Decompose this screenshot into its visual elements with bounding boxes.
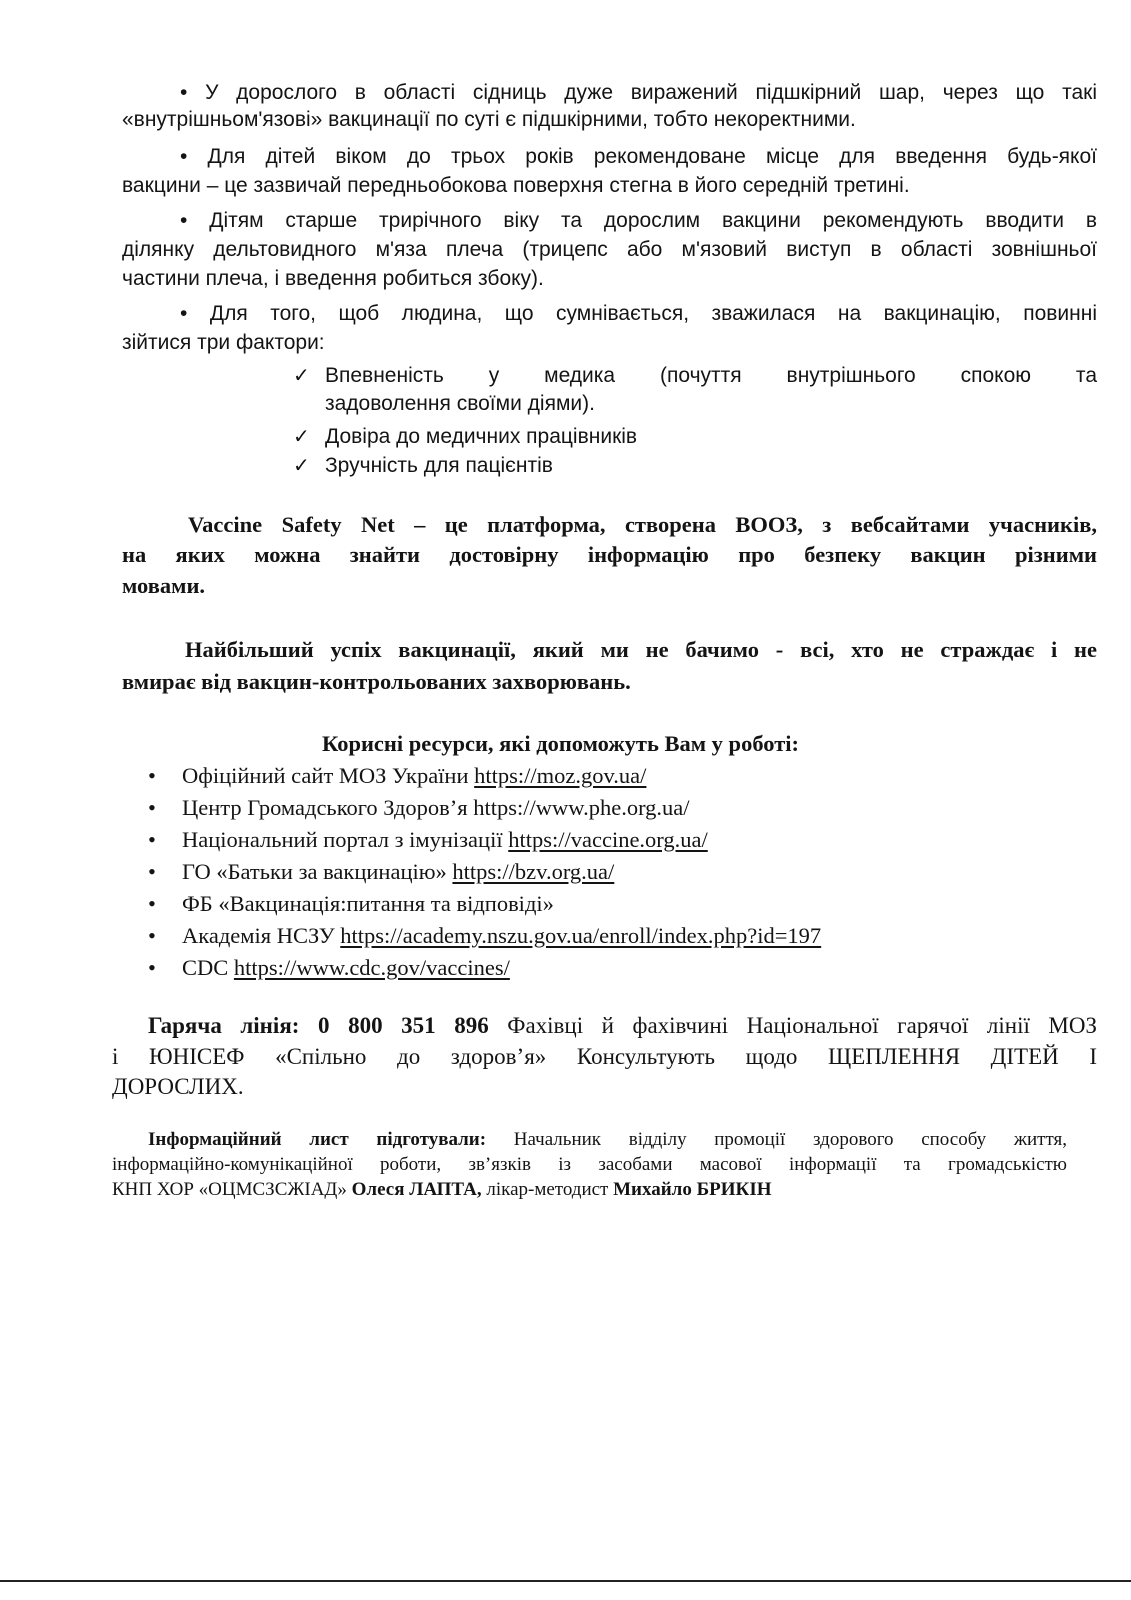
vaccine-safety-line1: Vaccine Safety Net – це платформа, створена ВООЗ, з вебсайтами учасників, <box>188 512 1097 537</box>
credits-line1: Інформаційний лист підготували: Начальник відділу промоції здорового способу життя, <box>148 1129 1068 1150</box>
hotline-label: Гаряча лінія: <box>148 1013 300 1038</box>
link-phe[interactable]: https://www.phe.org.ua/ <box>473 795 690 820</box>
resource-item-cdc: • CDC https://www.cdc.gov/vaccines/ <box>148 955 510 980</box>
resource-item-phe: • Центр Громадського Здоров’я https://www.phe.org.ua/ <box>148 795 690 820</box>
author-name: Михайло БРИКІН <box>613 1179 772 1200</box>
bullet: • <box>148 827 156 852</box>
bullet: • <box>148 763 156 788</box>
resource-item-facebook: • ФБ «Вакцинація:питання та відповіді» <box>148 891 554 916</box>
resource-item-nszu: • Академія НСЗУ https://academy.nszu.gov.ua/enroll/index.php?id=197 <box>148 923 822 948</box>
factor-item: Зручність для пацієнтів <box>325 454 553 477</box>
paragraph-buttocks: • У дорослого в області сідниць дуже виражений підшкірний шар, через що такі «внутрішньом'язові» вакцинації по суті є підшкірними, тобто некоректними. <box>122 81 1097 131</box>
paragraph-deltoid-line3: частини плеча, і введення робиться збоку). <box>122 267 544 290</box>
resource-item-moz: • Офіційний сайт МОЗ України https://moz.gov.ua/ <box>148 763 647 788</box>
bullet: • <box>148 891 156 916</box>
bullet: • <box>148 795 156 820</box>
bullet: • <box>148 859 156 884</box>
bullet: • <box>148 923 156 948</box>
paragraph-children-under-three-line1: • Для дітей віком до трьох років рекомендоване місце для введення будь-якої <box>180 145 1097 168</box>
resource-item-bzv: • ГО «Батьки за вакцинацію» https://bzv.org.ua/ <box>148 859 615 884</box>
link-bzv[interactable]: https://bzv.org.ua/ <box>452 859 615 884</box>
credits-line2: інформаційно-комунікаційної роботи, зв’язків із засобами масової інформації та громадськістю <box>112 1154 1067 1175</box>
credits-label: Інформаційний лист підготували: <box>148 1129 487 1150</box>
hotline-line3: ДОРОСЛИХ. <box>112 1074 244 1099</box>
hotline-line1: Гаряча лінія: 0 800 351 896 Фахівці й фахівчині Національної гарячої лінії МОЗ <box>148 1013 1098 1038</box>
paragraph-children-under-three-line2: вакцини – це зазвичай передньобокова поверхня стегна в його середній третині. <box>122 174 910 197</box>
page-bottom-edge <box>0 1580 1131 1582</box>
resources-title: Корисні ресурси, які допоможуть Вам у роботі: <box>322 731 800 756</box>
paragraph-factors-line2: зійтися три фактори: <box>122 331 325 354</box>
check-icon: ✓ <box>293 453 310 477</box>
check-icon: ✓ <box>293 363 310 387</box>
bullet: • <box>180 81 188 104</box>
factor-item: Довіра до медичних працівників <box>325 425 638 448</box>
paragraph-deltoid-line1: • Дітям старше трирічного віку та дорослим вакцини рекомендують вводити в <box>180 209 1097 232</box>
credits-line3: КНП ХОР «ОЦМСЗСЖІАД» Олеся ЛАПТА, лікар-методист Михайло БРИКІН <box>112 1179 772 1200</box>
vaccine-safety-line2: на яких можна знайти достовірну інформацію про безпеку вакцин різними <box>122 542 1097 567</box>
link-vaccine-portal[interactable]: https://vaccine.org.ua/ <box>508 827 708 852</box>
bullet: • <box>148 955 156 980</box>
paragraph-deltoid-line2: ділянку дельтовидного м'яза плеча (трицепс або м'язовий виступ в області зовнішньої <box>122 238 1097 261</box>
check-icon: ✓ <box>293 424 310 448</box>
paragraph-factors-line1: • Для того, щоб людина, що сумнівається, зважилася на вакцинацію, повинні <box>180 302 1097 325</box>
success-line1: Найбільший успіх вакцинації, який ми не бачимо - всі, хто не страждає і не <box>185 637 1097 662</box>
hotline-number[interactable]: 0 800 351 896 <box>318 1013 489 1038</box>
link-moz[interactable]: https://moz.gov.ua/ <box>474 763 647 788</box>
vaccine-safety-line3: мовами. <box>122 573 206 598</box>
factor-item-continued: задоволення своїми діями). <box>325 392 595 415</box>
link-cdc[interactable]: https://www.cdc.gov/vaccines/ <box>233 955 510 980</box>
hotline-line2: і ЮНІСЕФ «Спільно до здоров’я» Консультують щодо ЩЕПЛЕННЯ ДІТЕЙ І <box>112 1044 1097 1069</box>
author-name: Олеся ЛАПТА, <box>351 1179 482 1200</box>
resource-item-vaccine-portal: • Національний портал з імунізації https://vaccine.org.ua/ <box>148 827 708 852</box>
factor-item: Впевненість у медика (почуття внутрішнього спокою та <box>325 364 1097 387</box>
success-line2: вмирає від вакцин-контрольованих захворювань. <box>122 669 631 694</box>
link-nszu[interactable]: https://academy.nszu.gov.ua/enroll/index.php?id=197 <box>340 923 822 948</box>
